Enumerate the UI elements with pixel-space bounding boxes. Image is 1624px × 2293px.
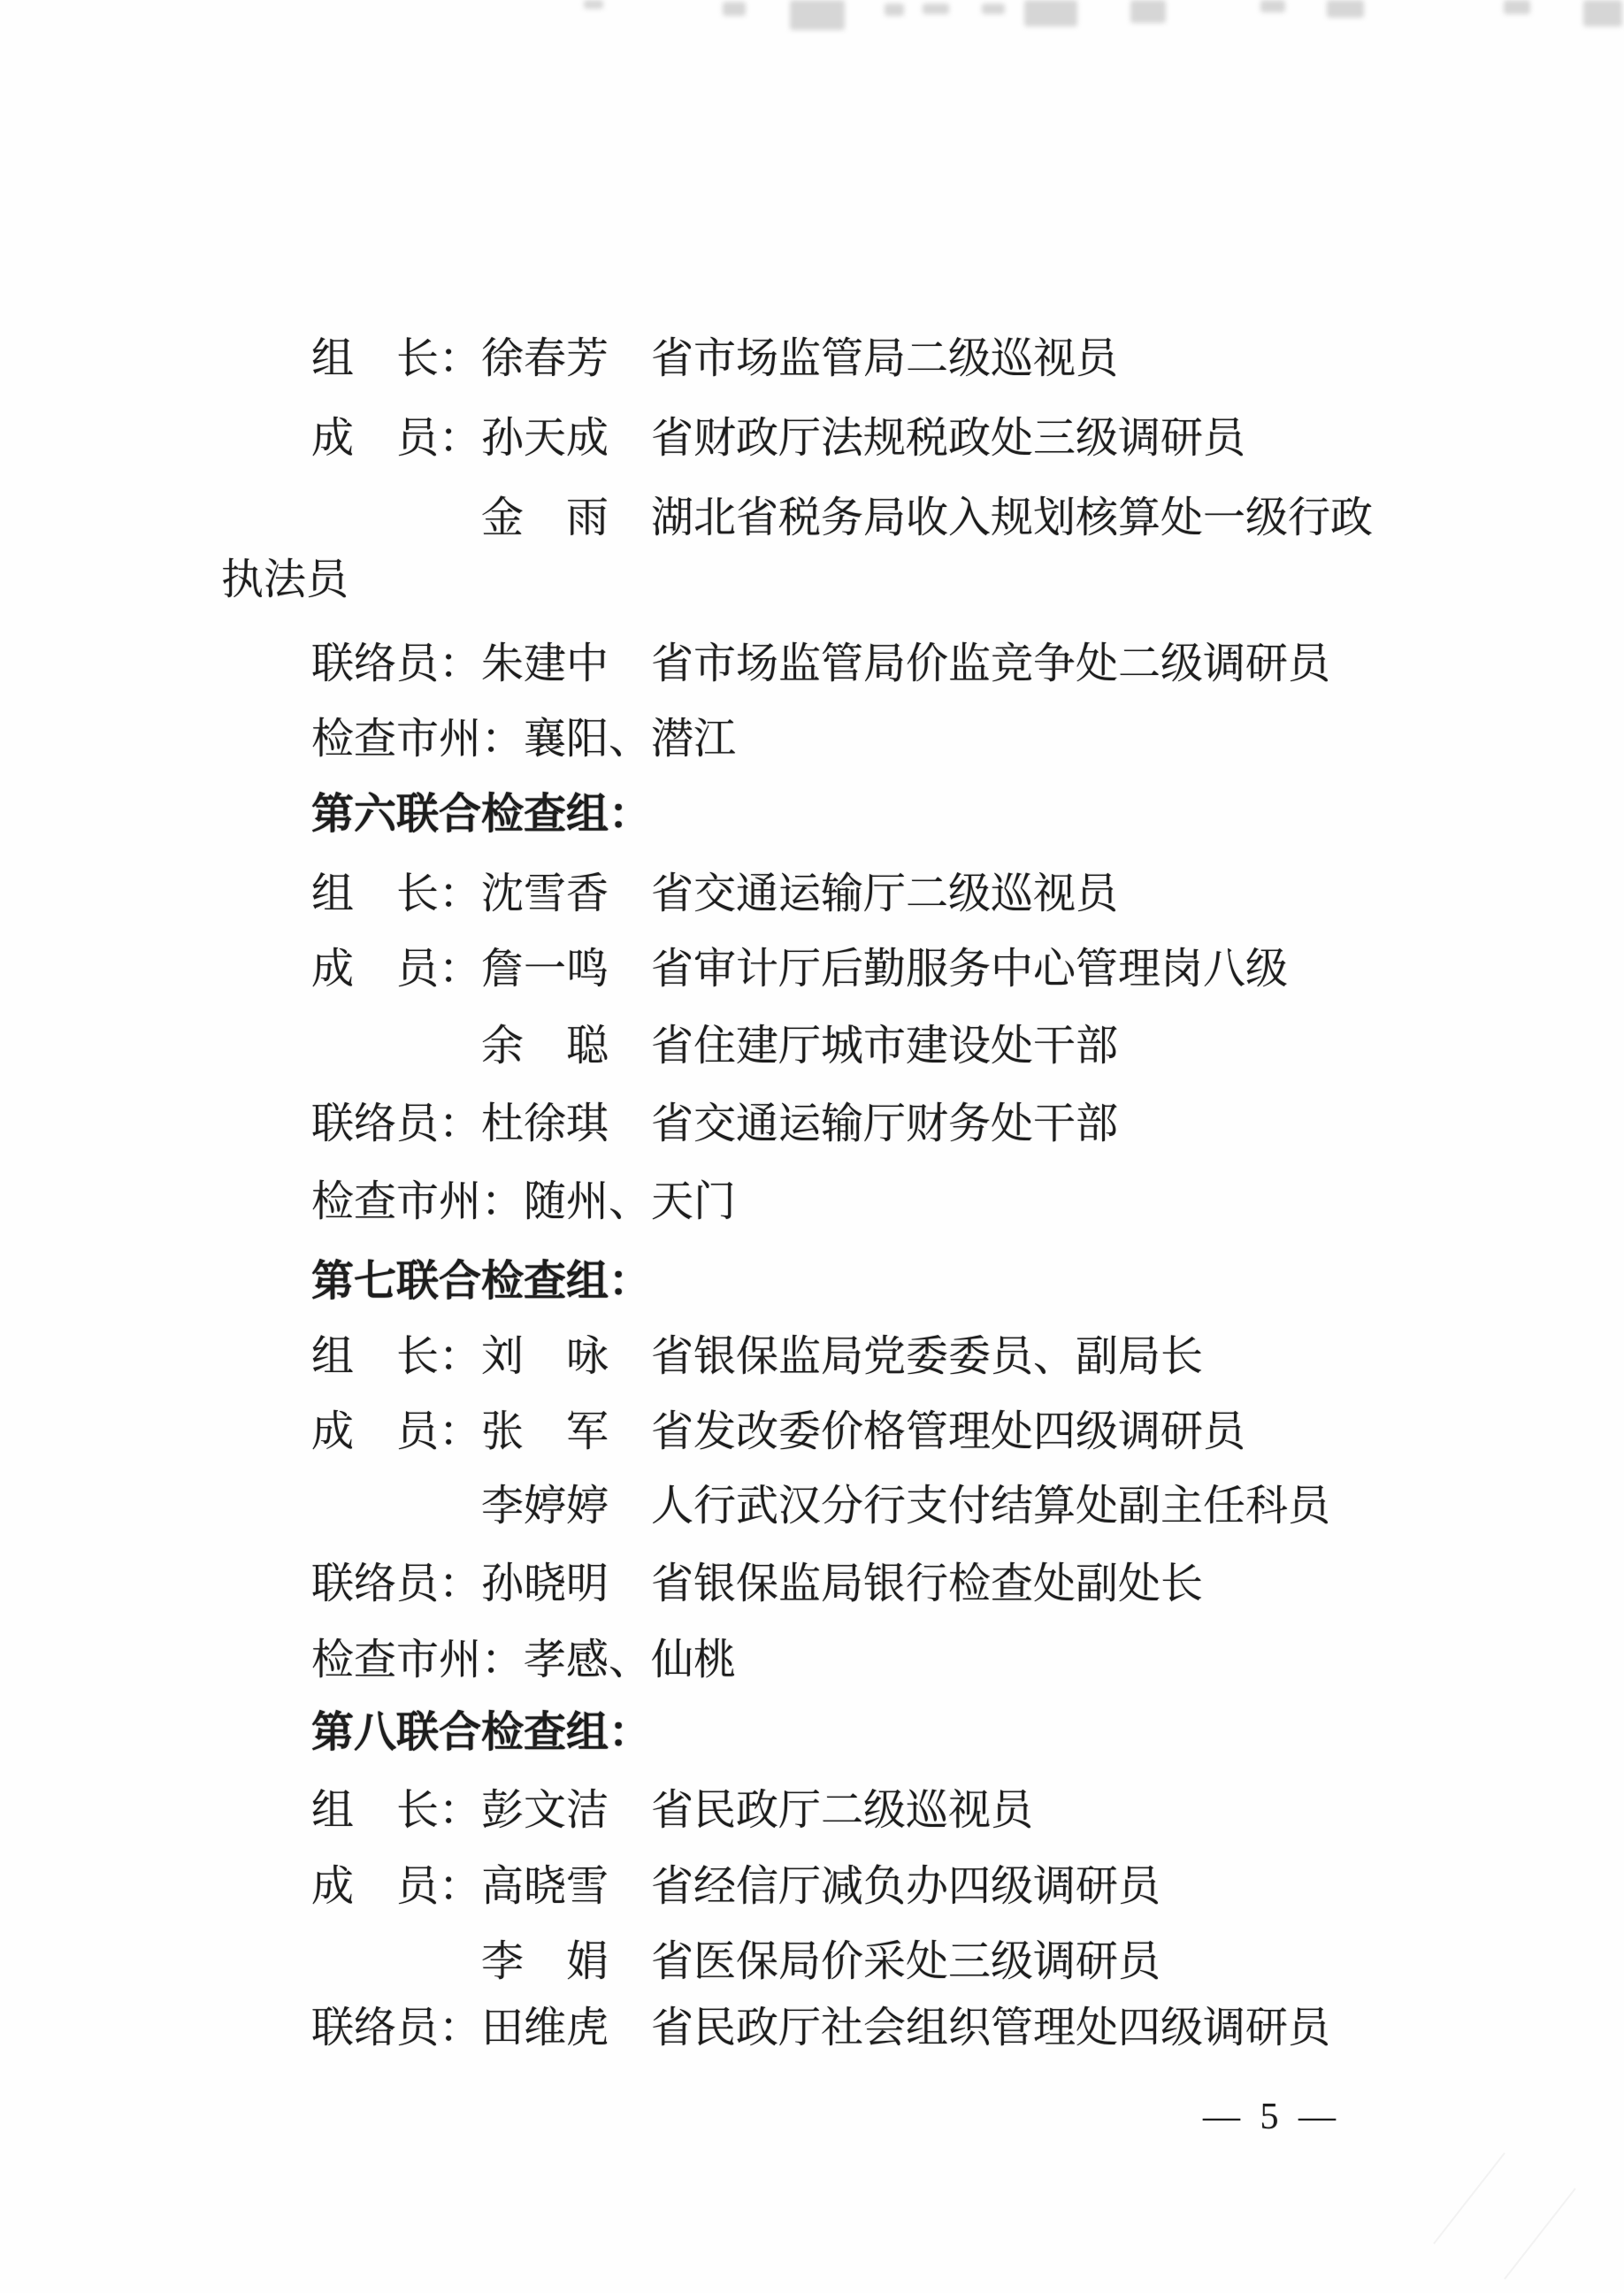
person-name: 孙天成 [481, 415, 609, 462]
inspection-cities: 检查市州：襄阳、潜江 [311, 716, 737, 763]
role-label: 联络员： [311, 640, 482, 687]
role-label: 成 员： [311, 1863, 482, 1910]
person-name: 李婷婷 [481, 1483, 609, 1530]
person-name: 李 娟 [481, 1938, 609, 1985]
person-name: 田维虎 [481, 2005, 609, 2051]
group-heading [0, 787, 1624, 842]
entry-row [0, 1935, 1624, 1990]
person-title: 省民政厅社会组织管理处四级调研员 [651, 2005, 1331, 2051]
entry-row [0, 1783, 1624, 1838]
entry-row [0, 1097, 1624, 1152]
person-title: 省银保监局党委委员、副局长 [651, 1333, 1204, 1380]
role-label: 组 长： [311, 1787, 482, 1834]
person-title: 省住建厅城市建设处干部 [651, 1023, 1119, 1070]
person-name: 朱建中 [481, 640, 609, 687]
person-title: 省审计厅后勤服务中心管理岗八级 [651, 946, 1289, 993]
entry-row [0, 1860, 1624, 1914]
scan-artifact [885, 4, 904, 16]
person-title: 省发改委价格管理处四级调研员 [651, 1408, 1246, 1455]
entry-row [0, 491, 1624, 546]
group-heading-text: 第六联合检查组： [311, 791, 652, 838]
person-title: 省银保监局银行检查处副处长 [651, 1561, 1204, 1607]
person-title: 人行武汉分行支付结算处副主任科员 [651, 1483, 1331, 1530]
inspection-cities: 检查市州：随州、天门 [311, 1178, 737, 1225]
entry-row [0, 2001, 1624, 2056]
group-heading-text: 第八联合检查组： [311, 1709, 652, 1756]
wrapped-text-row [0, 553, 1624, 608]
person-title: 湖北省税务局收入规划核算处一级行政 [651, 495, 1374, 541]
scan-artifact [1024, 0, 1077, 27]
cities-row [0, 1175, 1624, 1230]
person-name: 余 聪 [481, 1023, 609, 1070]
scan-artifact [982, 4, 1005, 14]
entry-row [0, 637, 1624, 692]
role-label: 联络员： [311, 1561, 482, 1607]
scan-artifact [1260, 0, 1285, 12]
wrapped-text: 执法员 [221, 556, 349, 603]
page-number: — 5 — [1203, 2097, 1341, 2137]
cities-row [0, 1633, 1624, 1688]
person-title: 省交通运输厅财务处干部 [651, 1100, 1119, 1147]
inspection-cities: 检查市州：孝感、仙桃 [311, 1637, 737, 1683]
scan-artifact [1327, 0, 1364, 18]
scan-artifact [584, 0, 603, 9]
person-name: 金 雨 [481, 495, 609, 541]
person-name: 詹一鸣 [481, 946, 609, 993]
scan-artifact [1504, 2188, 1576, 2280]
person-title: 省市场监管局二级巡视员 [651, 335, 1119, 382]
group-heading [0, 1706, 1624, 1760]
scan-artifact [1504, 0, 1530, 14]
scan-artifact [790, 0, 845, 30]
role-label: 成 员： [311, 415, 482, 462]
person-name: 徐春芳 [481, 335, 609, 382]
role-label: 组 长： [311, 870, 482, 917]
person-title: 省财政厅法规税政处三级调研员 [651, 415, 1246, 462]
entry-row [0, 1557, 1624, 1612]
person-name: 张 军 [481, 1408, 609, 1455]
role-label: 联络员： [311, 2005, 482, 2051]
entry-row [0, 411, 1624, 466]
group-heading [0, 1254, 1624, 1309]
scan-artifact [1130, 0, 1166, 23]
person-title: 省市场监管局价监竞争处二级调研员 [651, 640, 1331, 687]
entry-row [0, 1479, 1624, 1534]
role-label: 成 员： [311, 946, 482, 993]
scan-artifact [723, 2, 746, 16]
person-name: 刘 咏 [481, 1333, 609, 1380]
entry-row [0, 942, 1624, 997]
role-label: 组 长： [311, 1333, 482, 1380]
person-name: 孙晓明 [481, 1561, 609, 1607]
role-label: 组 长： [311, 335, 482, 382]
entry-row [0, 1405, 1624, 1460]
person-title: 省交通运输厅二级巡视员 [651, 870, 1119, 917]
entry-row [0, 1330, 1624, 1384]
person-name: 杜徐琪 [481, 1100, 609, 1147]
group-heading-text: 第七联合检查组： [311, 1258, 652, 1305]
person-title: 省民政厅二级巡视员 [651, 1787, 1034, 1834]
role-label: 联络员： [311, 1100, 482, 1147]
role-label: 成 员： [311, 1408, 482, 1455]
person-name: 彭文洁 [481, 1787, 609, 1834]
scan-artifact [1433, 2152, 1505, 2244]
entry-row [0, 1019, 1624, 1074]
person-title: 省经信厅减负办四级调研员 [651, 1863, 1161, 1910]
cities-row [0, 712, 1624, 767]
person-title: 省医保局价采处三级调研员 [651, 1938, 1161, 1985]
scan-artifact [923, 4, 949, 14]
scan-artifact [1583, 0, 1622, 27]
person-name: 沈雪香 [481, 870, 609, 917]
entry-row [0, 867, 1624, 922]
person-name: 高晓雪 [481, 1863, 609, 1910]
entry-row [0, 332, 1624, 387]
